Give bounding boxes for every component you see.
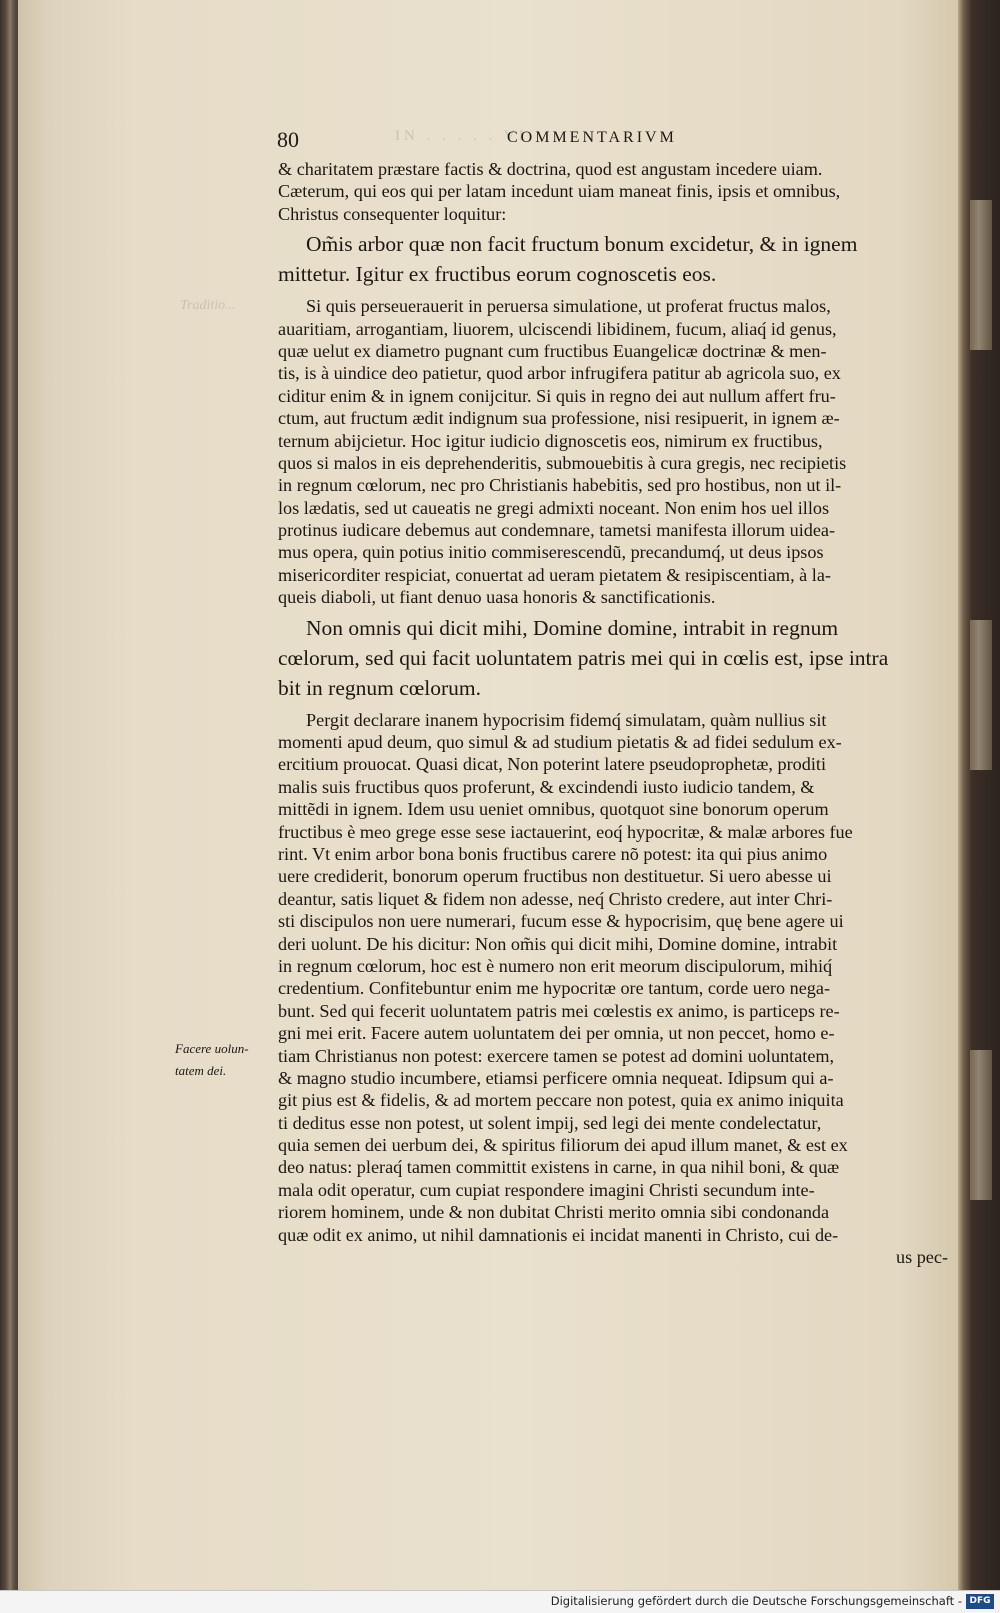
bleed-through-text: IN . . . . . VI.	[395, 128, 536, 144]
text-line: & magno studio incumbere, etiamsi perficere omnia nequeat. Idipsum qui a-	[278, 1067, 834, 1088]
text-line: Cæterum, qui eos qui per latam incedunt uiam maneat finis, ipsis et omnibus,	[278, 181, 841, 202]
catchword: us pec-	[895, 1247, 948, 1268]
text-line: credentium. Confitebuntur enim me hypocritæ ore tantum, corde uero nega-	[278, 978, 831, 999]
scripture-lemma-line: Non omnis qui dicit mihi, Domine domine, intrabit in regnum	[306, 615, 839, 640]
page-number: 80	[277, 127, 299, 152]
text-line: misericorditer respiciat, conuertat ad ueram pietatem & resipiscentiam, à la-	[278, 564, 831, 585]
text-line: malis suis fructibus quos proferunt, & excindendi iusto iudicio tandem, &	[278, 776, 815, 797]
main-text-column	[278, 158, 948, 1268]
digitization-credit: Digitalisierung gefördert durch die Deutsche Forschungsgemeinschaft -	[550, 1594, 962, 1608]
scripture-lemma-line: mittetur. Igitur ex fructibus eorum cognoscetis eos.	[278, 262, 717, 287]
text-line: deantur, satis liquet & fidem non adesse, neq́ Christo credere, aut inter Chri-	[278, 888, 833, 909]
text-line: mittẽdi in ignem. Idem usu ueniet omnibus, quotquot sine bonorum operum	[278, 799, 829, 820]
text-line: ternum abijcietur. Hoc igitur iudicio dignoscetis eos, nimirum ex fructibus,	[278, 430, 823, 451]
text-line: in regnum cœlorum, hoc est è numero non erit meorum discipulorum, mihiq́	[278, 955, 833, 976]
text-line: auaritiam, arrogantiam, liuorem, ulciscendi libidinem, fucum, aliaq́ id genus,	[278, 318, 837, 339]
text-line: queis diaboli, ut fiant denuo uasa honoris & sanctificationis.	[278, 587, 716, 608]
text-line: riorem hominem, unde & non dubitat Christi merito omnia sibi condonanda	[278, 1202, 830, 1223]
scripture-lemma-line: Om̃is arbor quæ non facit fructum bonum excidetur, & in ignem	[306, 232, 858, 257]
scripture-lemma-line: bit in regnum cœlorum.	[278, 675, 482, 700]
text-line: quos si malos in eis deprehenderitis, submouebitis à cura gregis, nec recipietis	[278, 452, 847, 473]
text-line: mala odit operatur, cum cupiat respondere imagini Christi secundum inte-	[278, 1179, 815, 1200]
text-line: tiam Christianus non potest: exercere tamen se potest ad domini uoluntatem,	[278, 1045, 835, 1066]
text-line: bunt. Sed qui fecerit uoluntatem patris mei cœlestis ex animo, is particeps re-	[278, 1000, 840, 1021]
text-line: ctum, aut fructum ædit indignum sua professione, nisi resipuerit, in ignem æ-	[278, 408, 840, 429]
text-line: protinus iudicare debemus aut condemnare, tametsi manifesta illorum uidea-	[278, 520, 836, 541]
marginal-note-line: tatem dei.	[175, 1063, 227, 1078]
text-line: fructibus è meo grege esse sese iactauerint, eoq́ hypocritæ, & malæ arbores fue	[278, 821, 853, 842]
text-line: Pergit declarare inanem hypocrisim fidemq́ simulatam, quàm nullius sit	[306, 709, 827, 730]
text-line: gni mei erit. Facere autem uoluntatem dei per omnia, ut non peccet, homo e-	[278, 1023, 835, 1044]
text-line: in regnum cœlorum, nec pro Christianis habebitis, sed pro hostibus, non ut il-	[278, 475, 842, 496]
page-stack-leaf	[970, 620, 992, 770]
marginal-note-line: Facere uolun-	[175, 1041, 249, 1056]
dfg-logo: DFG	[966, 1594, 994, 1609]
text-line: mus opera, quin potius initio commiserescendũ, precandumq́, ut deus ipsos	[278, 542, 824, 563]
text-line: ercitium prouocat. Quasi dicat, Non poterint latere pseudoprophetæ, proditi	[278, 754, 827, 775]
running-head: COMMENTARIVM	[507, 129, 677, 146]
text-line: momenti apud deum, quo simul & ad studium pietatis & ad fidei sedulum ex-	[278, 732, 842, 753]
faint-marginal-note: Traditio...	[180, 298, 236, 313]
text-line: quia semen dei uerbum dei, & spiritus filiorum dei apud illum manet, & est ex	[278, 1135, 848, 1156]
text-line: quæ uelut ex diametro pugnant cum fructibus Euangelicæ doctrinæ & men-	[278, 340, 827, 361]
text-line: ti deditus esse non potest, ut solent impij, sed legi dei mente condelectatur,	[278, 1112, 822, 1133]
scripture-lemma-line: cœlorum, sed qui facit uoluntatem patris mei qui in cœlis est, ipse intra	[278, 645, 889, 670]
text-line: git pius est & fidelis, & ad mortem peccare non potest, quia ex animo iniquita	[278, 1090, 844, 1111]
text-line: sti discipulos non uere numerari, fucum esse & hypocrisim, quę bene agere ui	[278, 911, 844, 932]
text-line: los lædatis, sed ut caueatis ne gregi admixti noceant. Non enim hos uel illos	[278, 497, 830, 518]
text-line: ciditur enim & in ignem conijcitur. Si quis in regno dei aut nullum affert fru-	[278, 385, 836, 406]
marginal-note	[175, 1038, 265, 1082]
page-header	[277, 127, 947, 155]
text-line: rint. Vt enim arbor bona bonis fructibus carere nõ potest: ita qui pius animo	[278, 843, 828, 864]
text-line: deo natus: pleraq́ tamen committit existens in carne, in qua nihil boni, & quæ	[278, 1157, 840, 1178]
page-stack-leaf	[970, 200, 992, 350]
text-line: quæ odit ex animo, ut nihil damnationis ei incidat manenti in Christo, cui de-	[278, 1224, 839, 1245]
footer-bar	[0, 1590, 1000, 1613]
text-line: Si quis perseuerauerit in peruersa simulatione, ut proferat fructus malos,	[306, 296, 831, 317]
page-stack-leaf	[970, 1050, 992, 1200]
text-line: uere crediderit, bonorum operum fructibus non destituetur. Si uero abesse ui	[278, 866, 832, 887]
text-line: deri uolunt. De his dicitur: Non om̃is qui dicit mihi, Domine domine, intrabit	[278, 933, 838, 954]
text-line: tis, is à uindice deo patietur, quod arbor infrugifera patitur ab agricola suo, ex	[278, 363, 841, 384]
text-line: & charitatem præstare factis & doctrina, quod est angustam incedere uiam.	[278, 159, 823, 179]
text-line: Christus consequenter loquitur:	[278, 203, 507, 224]
